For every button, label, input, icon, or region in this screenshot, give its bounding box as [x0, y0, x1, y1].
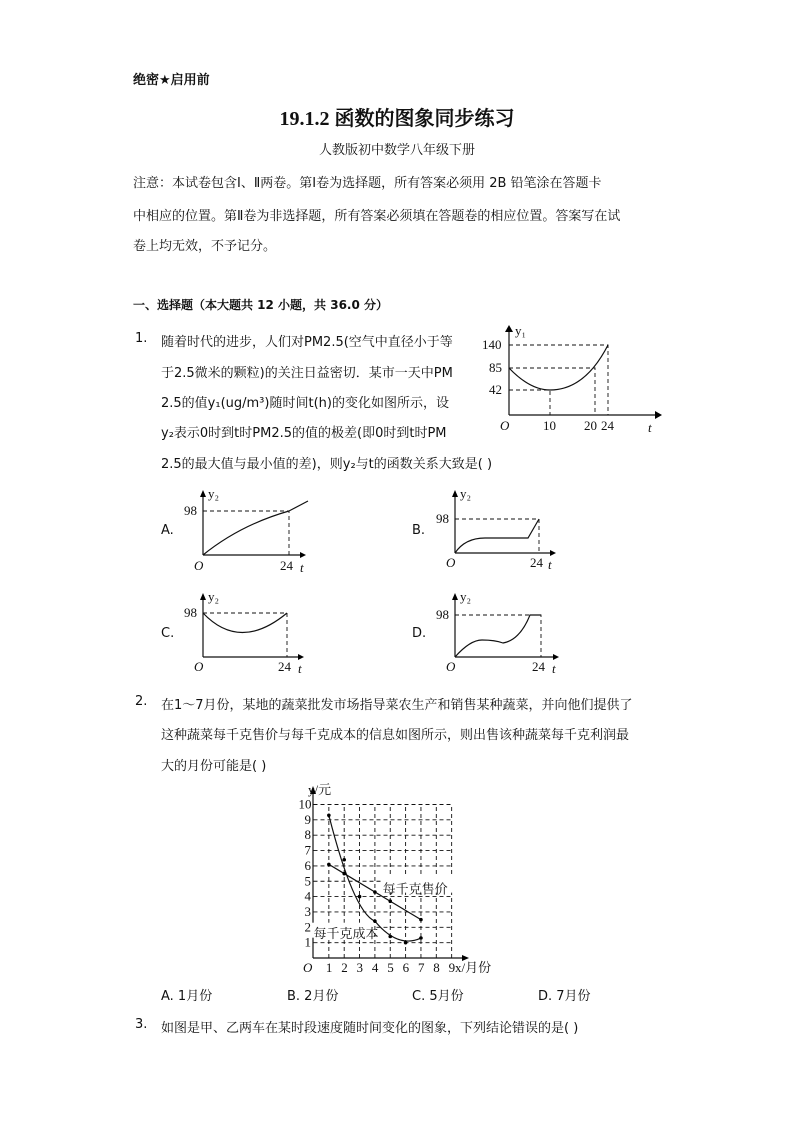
y-tick-label: 8: [304, 827, 311, 843]
svg-text:y₂: y₂: [208, 589, 220, 604]
svg-text:t: t: [548, 557, 552, 572]
y-label: y₁: [515, 323, 527, 338]
option-c[interactable]: C.: [161, 626, 175, 641]
notice-line: 中相应的位置。第Ⅱ卷为非选择题，所有答案必须填在答题卷的相应位置。答案写在试: [133, 209, 621, 224]
svg-text:t: t: [552, 661, 556, 676]
q1-graph: [482, 323, 662, 435]
price-point: [388, 899, 392, 903]
x-tick-label: 1: [325, 960, 333, 975]
option-d[interactable]: D.: [412, 626, 427, 641]
notice-line: 卷上均无效，不予记分。: [133, 239, 277, 254]
price-point: [373, 890, 377, 894]
y-tick-label: 1: [304, 934, 311, 950]
cost-point: [342, 858, 346, 862]
svg-text:98: 98: [436, 607, 449, 622]
option-b-graph: [436, 486, 556, 572]
svg-text:O: O: [194, 558, 204, 573]
x-label: t: [648, 420, 652, 435]
cost-point: [373, 919, 377, 923]
y-tick-label: 4: [304, 888, 311, 904]
x-tick-label: 4: [371, 960, 379, 975]
option-a[interactable]: A. 1月份: [161, 989, 213, 1004]
q2-text: 这种蔬菜每千克售价与每千克成本的信息如图所示，则出售该种蔬菜每千克利润最: [161, 728, 630, 743]
tick: 24: [601, 418, 614, 433]
option-c[interactable]: C. 5月份: [412, 989, 464, 1004]
y-tick-label: 7: [304, 842, 311, 858]
y-tick-label: 9: [304, 811, 311, 827]
origin: O: [303, 960, 313, 975]
x-tick-label: 2: [341, 960, 348, 975]
subtitle: 人教版初中数学八年级下册: [318, 143, 475, 158]
price-point: [342, 872, 346, 876]
question-number: 2.: [135, 694, 148, 709]
q2-text: 大的月份可能是( ): [161, 759, 267, 774]
option-d[interactable]: D. 7月份: [538, 989, 591, 1004]
price-point: [327, 863, 331, 867]
cost-point: [419, 936, 423, 940]
cost-point: [388, 935, 392, 939]
cost-point: [327, 813, 331, 817]
question-number: 3.: [135, 1017, 148, 1032]
y-tick-label: 5: [304, 873, 311, 889]
y1-curve: [509, 345, 608, 390]
tick: 140: [482, 337, 502, 352]
svg-text:t: t: [298, 661, 302, 676]
y-label: y/元: [308, 782, 332, 797]
tick: 85: [489, 360, 502, 375]
cost-label: 每千克成本: [313, 926, 379, 942]
svg-text:24: 24: [532, 659, 545, 674]
origin: O: [500, 418, 510, 433]
svg-text:O: O: [446, 555, 456, 570]
x-tick-label: 8: [433, 960, 440, 975]
notice-line: 注意：本试卷包含Ⅰ、Ⅱ两卷。第Ⅰ卷为选择题，所有答案必须用 2B 铅笔涂在答题卡: [133, 176, 602, 191]
secret-label: 绝密★启用前: [133, 73, 210, 88]
svg-text:98: 98: [184, 503, 197, 518]
x-tick-label: 3: [356, 960, 364, 975]
y-tick-label: 6: [304, 857, 311, 873]
price-label: 每千克售价: [382, 881, 448, 897]
tick: 20: [584, 418, 597, 433]
x-tick-label: 7: [417, 960, 425, 975]
x-arrow: [655, 411, 662, 419]
option-a[interactable]: A.: [161, 523, 174, 538]
svg-text:98: 98: [184, 605, 197, 620]
q1-text: 于2.5微米的颗粒)的关注日益密切．某市一天中PM: [161, 366, 453, 381]
x-tick-label: 5: [387, 960, 394, 975]
q1-text: y₂表示0时到t时PM2.5的值的极差(即0时到t时PM: [161, 426, 447, 441]
q1-text: 2.5的值y₁(ug/m³)随时间t(h)的变化如图所示，设: [161, 396, 449, 411]
svg-text:24: 24: [530, 555, 543, 570]
page-title: 19.1.2 函数的图象同步练习: [279, 108, 515, 130]
option-d-graph: [436, 589, 559, 676]
svg-text:O: O: [446, 659, 456, 674]
section-heading: 一、选择题（本大题共 12 小题，共 36.0 分）: [133, 298, 389, 312]
option-a-graph: [184, 486, 308, 575]
svg-text:98: 98: [436, 511, 449, 526]
x-tick-label: 6: [402, 960, 410, 975]
option-b[interactable]: B.: [412, 523, 426, 538]
svg-text:24: 24: [280, 558, 293, 573]
x-tick-label: 9: [448, 960, 456, 975]
svg-text:y₂: y₂: [460, 486, 472, 501]
tick: 42: [489, 382, 502, 397]
option-c-graph: [184, 589, 304, 676]
y-arrow: [505, 325, 513, 332]
tick: 10: [543, 418, 556, 433]
option-b[interactable]: B. 2月份: [287, 989, 339, 1004]
cost-point: [404, 941, 408, 945]
svg-text:O: O: [194, 659, 204, 674]
q2-graph: [299, 782, 492, 975]
svg-text:y₂: y₂: [460, 589, 472, 604]
q2-text: 在1～7月份，某地的蔬菜批发市场指导菜农生产和销售某种蔬菜，并向他们提供了: [161, 698, 633, 713]
y-tick-label: 3: [304, 903, 311, 919]
question-number: 1.: [135, 331, 148, 346]
price-point: [419, 918, 423, 922]
svg-text:y₂: y₂: [208, 486, 220, 501]
q3-text: 如图是甲、乙两车在某时段速度随时间变化的图象，下列结论错误的是( ): [161, 1021, 579, 1036]
svg-text:t: t: [300, 560, 304, 575]
y-tick-label: 2: [304, 919, 311, 935]
svg-text:24: 24: [278, 659, 291, 674]
x-label: x/月份: [455, 960, 492, 975]
q1-text: 随着时代的进步，人们对PM2.5(空气中直径小于等: [161, 335, 453, 350]
cost-point: [358, 895, 362, 899]
q1-text: 2.5的最大值与最小值的差)，则y₂与t的函数关系大致是( ): [161, 457, 493, 472]
y-tick-label: 10: [298, 796, 312, 812]
